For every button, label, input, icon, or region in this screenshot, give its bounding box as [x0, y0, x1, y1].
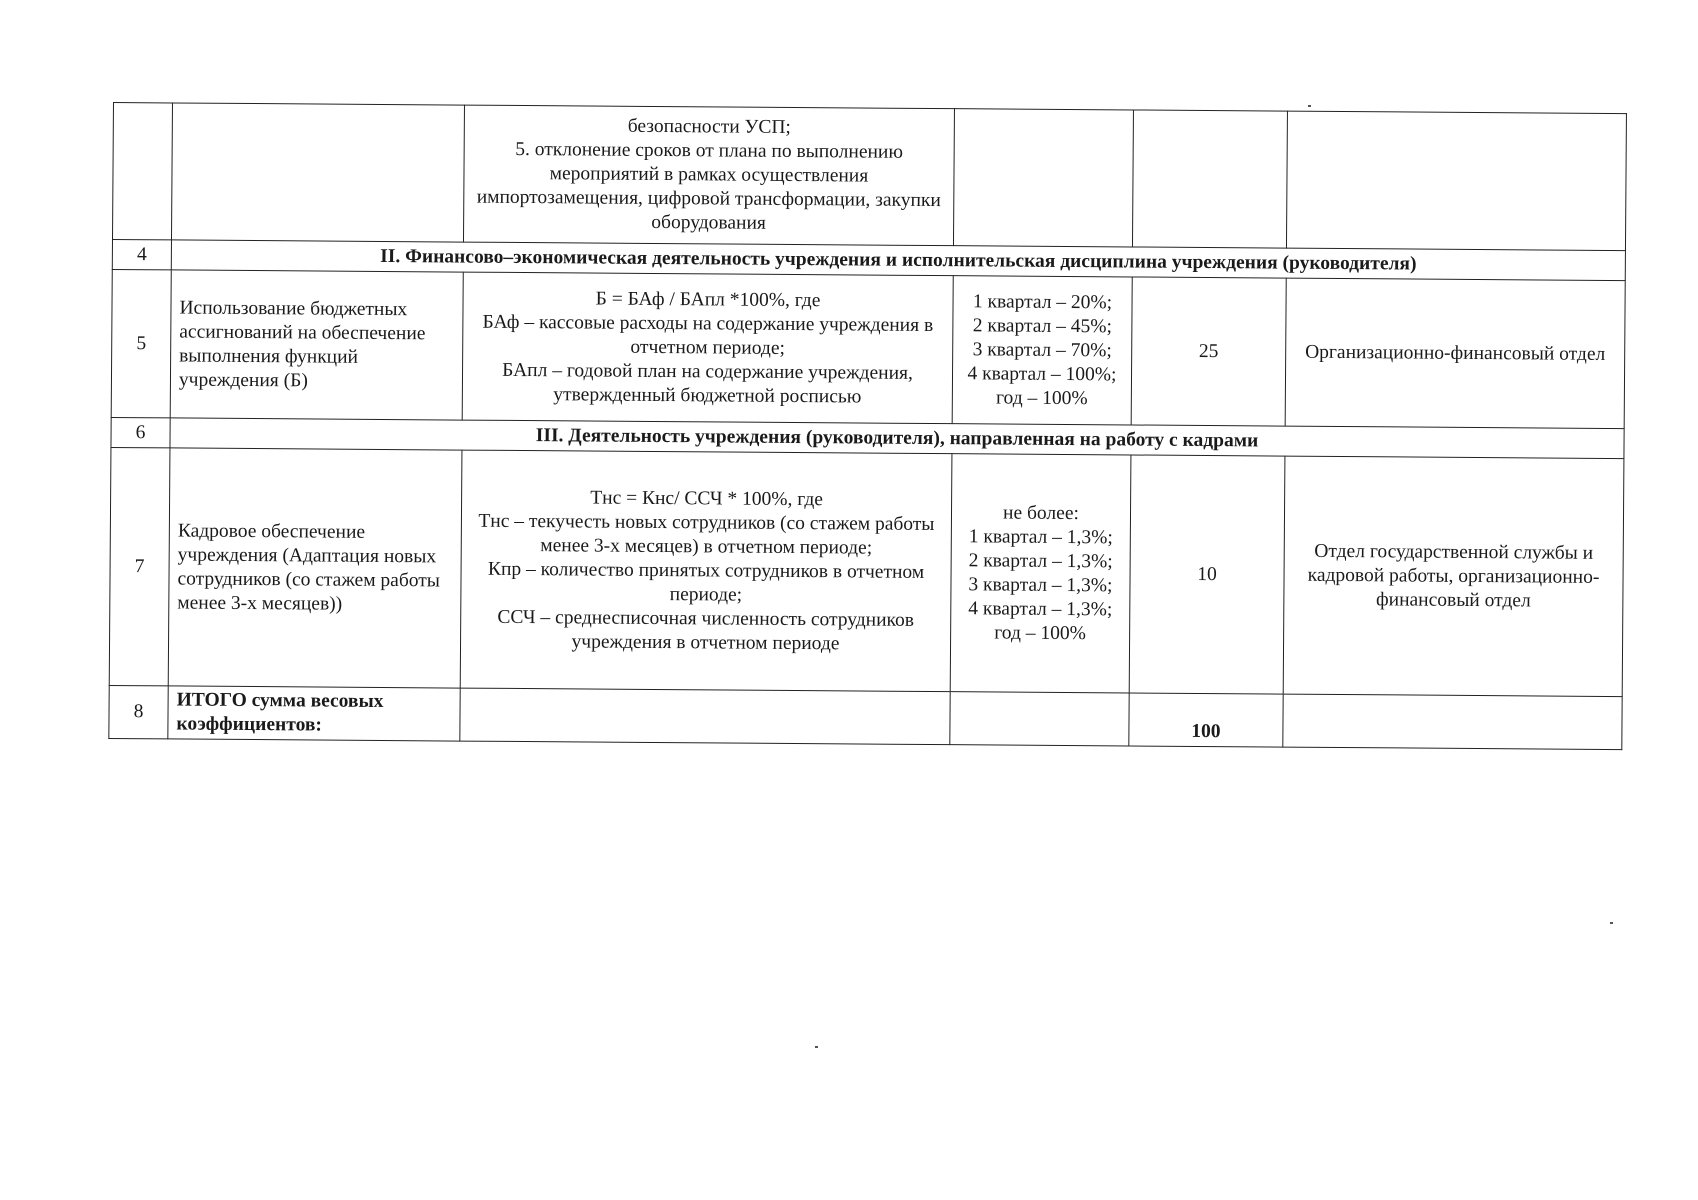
scan-speck — [1610, 922, 1613, 924]
section-title: II. Финансово–экономическая деятельность учреждения и исполнительская дисциплина учреждения (руководителя) — [171, 240, 1625, 281]
weight-cell — [1132, 110, 1287, 248]
empty-cell — [950, 692, 1129, 746]
row-number-cell: 6 — [111, 417, 170, 447]
responsible-cell: Отдел государственной службы и кадровой работы, организационно-финансовый отдел — [1283, 456, 1624, 696]
table-row-personnel — [109, 447, 1624, 696]
empty-cell — [460, 688, 950, 745]
row-number-cell: 7 — [109, 447, 170, 685]
empty-cell — [1283, 694, 1622, 749]
table-row-total — [109, 685, 1622, 749]
target-text: не более: 1 квартал – 1,3%; 2 квартал – 1,3%; 3 квартал – 1,3%; 4 квартал – 1,3%; год – 100% — [968, 502, 1113, 644]
responsible-cell — [1286, 111, 1626, 250]
scan-speck — [1308, 105, 1311, 107]
scan-speck — [815, 1046, 818, 1048]
row-number-cell: 8 — [109, 685, 168, 738]
indicator-name-cell: Использование бюджетных ассигнований на обеспечение выполнения функций учреждения (Б) — [170, 270, 463, 420]
row-number-cell: 5 — [111, 269, 171, 417]
formula-cell — [460, 450, 952, 692]
table-row-continued — [112, 103, 1626, 251]
indicator-name-cell — [171, 103, 464, 242]
section-title: III. Деятельность учреждения (руководителя), направленная на работу с кадрами — [170, 418, 1624, 459]
weight-cell: 25 — [1131, 277, 1286, 426]
weight-cell: 10 — [1129, 455, 1285, 694]
formula-cell — [463, 105, 954, 246]
formula-text: Тнс = Кнс/ ССЧ * 100%, где Тнс – текучесть новых сотрудников (со стажем работы менее 3-х месяцев) в отчетном периоде; Кпр – количество принятых сотрудников в отчетном периоде; ССЧ – среднесписочная численность сотрудников учреждения в отчетном периоде — [478, 487, 935, 654]
target-cell — [952, 276, 1132, 425]
formula-cell — [462, 272, 953, 424]
row-number-cell: 4 — [112, 239, 171, 269]
total-label-cell: ИТОГО сумма весовых коэффициентов: — [168, 686, 460, 741]
total-weight-cell: 100 — [1129, 693, 1283, 747]
formula-text: Б = БАф / БАпл *100%, где БАф – кассовые расходы на содержание учреждения в отчетном периоде; БАпл – годовой план на содержание учреждения, утвержденный бюджетной росписью — [482, 288, 934, 407]
indicator-name-cell: Кадровое обеспечение учреждения (Адаптация новых сотрудников (со стажем работы менее 3-х месяцев)) — [168, 448, 462, 688]
responsible-cell: Организационно-финансовый отдел — [1285, 278, 1625, 428]
formula-text: безопасности УСП; 5. отклонение сроков от плана по выполнению мероприятий в рамках осуществления импортозамещения, цифровой трансформации, закупки оборудования — [476, 115, 941, 234]
row-number-cell — [112, 103, 172, 240]
kpi-table — [108, 102, 1627, 750]
target-cell — [953, 109, 1133, 247]
target-text: 1 квартал – 20%; 2 квартал – 45%; 3 квартал – 70%; 4 квартал – 100%; год – 100% — [967, 290, 1117, 409]
table-row-budget — [111, 269, 1625, 428]
target-cell — [950, 454, 1131, 693]
